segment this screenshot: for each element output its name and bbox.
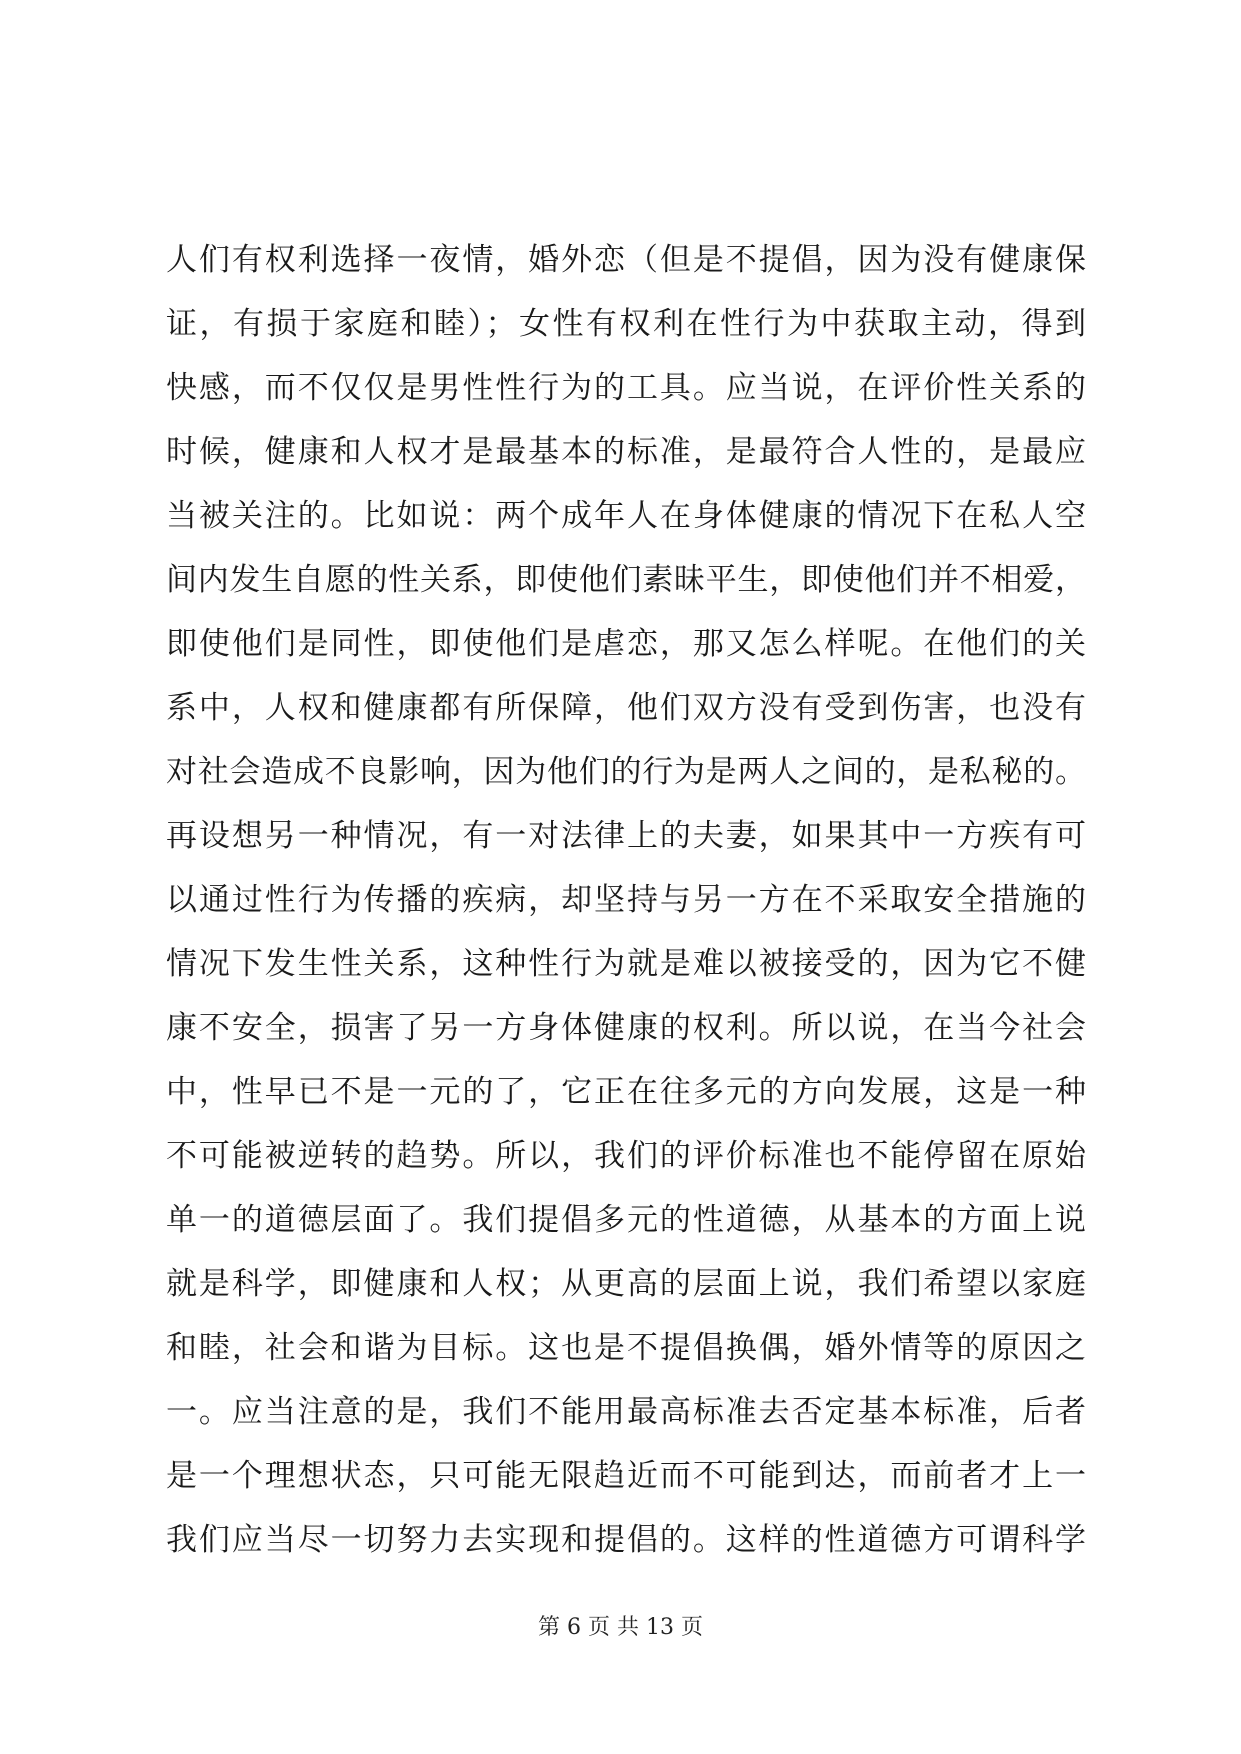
text-line: 对社会造成不良影响，因为他们的行为是两人之间的，是私秘的。 xyxy=(166,754,1086,790)
text-line: 系中，人权和健康都有所保障，他们双方没有受到伤害，也没有 xyxy=(166,690,1086,726)
text-line: 快感，而不仅仅是男性性行为的工具。应当说，在评价性关系的 xyxy=(166,370,1086,406)
text-line: 中，性早已不是一元的了，它正在往多元的方向发展，这是一种 xyxy=(166,1074,1086,1110)
text-line: 证，有损于家庭和睦）；女性有权利在性行为中获取主动，得到 xyxy=(166,306,1086,342)
text-line: 以通过性行为传播的疾病，却坚持与另一方在不采取安全措施的 xyxy=(166,882,1086,918)
text-line: 人们有权利选择一夜情，婚外恋（但是不提倡，因为没有健康保 xyxy=(166,242,1086,278)
text-line: 不可能被逆转的趋势。所以，我们的评价标准也不能停留在原始 xyxy=(166,1138,1086,1174)
text-line: 即使他们是同性，即使他们是虐恋，那又怎么样呢。在他们的关 xyxy=(166,626,1086,662)
text-line: 就是科学，即健康和人权；从更高的层面上说，我们希望以家庭 xyxy=(166,1266,1086,1302)
text-line: 康不安全，损害了另一方身体健康的权利。所以说，在当今社会 xyxy=(166,1010,1086,1046)
body-text xyxy=(166,228,1086,1572)
page-footer: 第 6 页 共 13 页 xyxy=(538,1615,703,1640)
text-line: 和睦，社会和谐为目标。这也是不提倡换偶，婚外情等的原因之 xyxy=(166,1330,1086,1366)
text-line: 情况下发生性关系，这种性行为就是难以被接受的，因为它不健 xyxy=(166,946,1086,982)
text-line: 间内发生自愿的性关系，即使他们素昧平生，即使他们并不相爱， xyxy=(166,562,1086,598)
text-line: 是一个理想状态，只可能无限趋近而不可能到达，而前者才上一 xyxy=(166,1458,1086,1494)
text-line: 单一的道德层面了。我们提倡多元的性道德，从基本的方面上说 xyxy=(166,1202,1086,1238)
text-line: 我们应当尽一切努力去实现和提倡的。这样的性道德方可谓科学 xyxy=(166,1522,1086,1558)
text-line: 一。应当注意的是，我们不能用最高标准去否定基本标准，后者 xyxy=(166,1394,1086,1430)
text-line: 时候，健康和人权才是最基本的标准，是最符合人性的，是最应 xyxy=(166,434,1086,470)
text-line: 再设想另一种情况，有一对法律上的夫妻，如果其中一方疾有可 xyxy=(166,818,1086,854)
text-line: 当被关注的。比如说：两个成年人在身体健康的情况下在私人空 xyxy=(166,498,1086,534)
